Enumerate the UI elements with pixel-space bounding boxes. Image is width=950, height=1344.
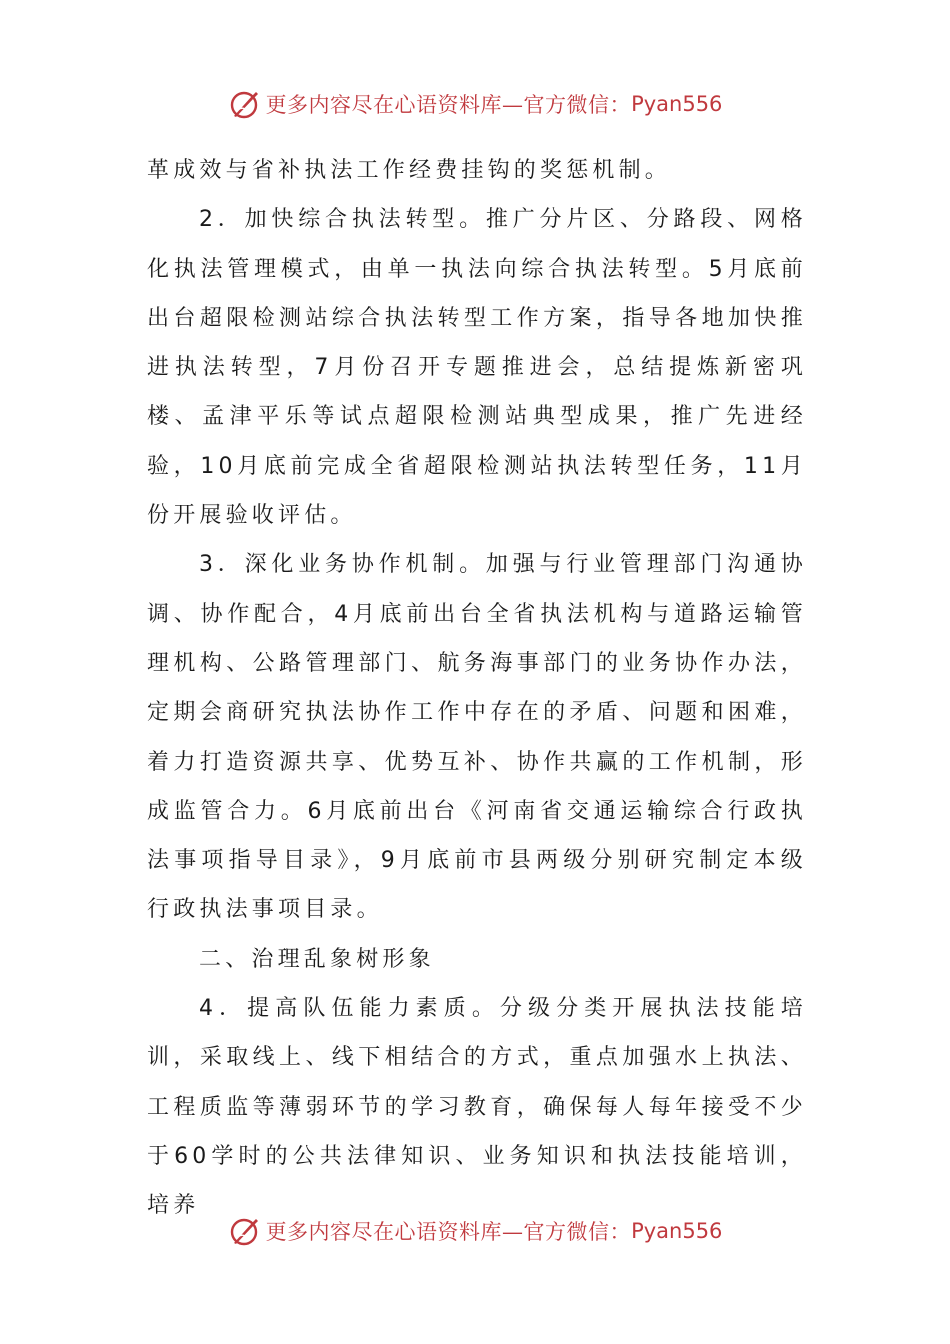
- paragraph-item-3: 3．深化业务协作机制。加强与行业管理部门沟通协调、协作配合，4月底前出台全省执法机构与道路运输管理机构、公路管理部门、航务海事部门的业务协作办法，定期会商研究执法协作工作中存在的矛盾、问题和困难，着力打造资源共享、优势互补、协作共赢的工作机制，形成监管合力。6月底前出台《河南省交通运输综合行政执法事项指导目录》，9月底前市县两级分别研究制定本级行政执法事项目录。: [147, 552, 807, 923]
- pen-nib-circle-icon: [228, 87, 262, 121]
- paragraph-item-2: 2．加快综合执法转型。推广分片区、分路段、网格化执法管理模式，由单一执法向综合执法转型。5月底前出台超限检测站综合执法转型工作方案，指导各地加快推进执法转型，7月份召开专题推进会，总结提炼新密巩楼、孟津平乐等试点超限检测站典型成果，推广先进经验，10月底前完成全省超限检测站执法转型任务，11月份开展验收评估。: [147, 207, 807, 529]
- footer-watermark: [0, 1211, 950, 1251]
- pen-nib-circle-icon: [228, 1214, 262, 1248]
- watermark-text: 更多内容尽在心语资料库—官方微信：: [265, 93, 632, 117]
- watermark-text: 更多内容尽在心语资料库—官方微信：: [265, 1220, 632, 1244]
- watermark-wechat-id: Pyan556: [631, 92, 723, 116]
- header-watermark: [0, 84, 950, 124]
- paragraph-item-4: 4．提高队伍能力素质。分级分类开展执法技能培训，采取线上、线下相结合的方式，重点加强水上执法、工程质监等薄弱环节的学习教育，确保每人每年接受不少于60学时的公共法律知识、业务知识和执法技能培训，培养: [147, 996, 807, 1219]
- section-heading: 二、治理乱象树形象: [199, 946, 435, 972]
- paragraph-continuation: 革成效与省补执法工作经费挂钩的奖惩机制。: [147, 158, 672, 183]
- watermark-wechat-id: Pyan556: [631, 1219, 723, 1243]
- document-body: [147, 146, 807, 1231]
